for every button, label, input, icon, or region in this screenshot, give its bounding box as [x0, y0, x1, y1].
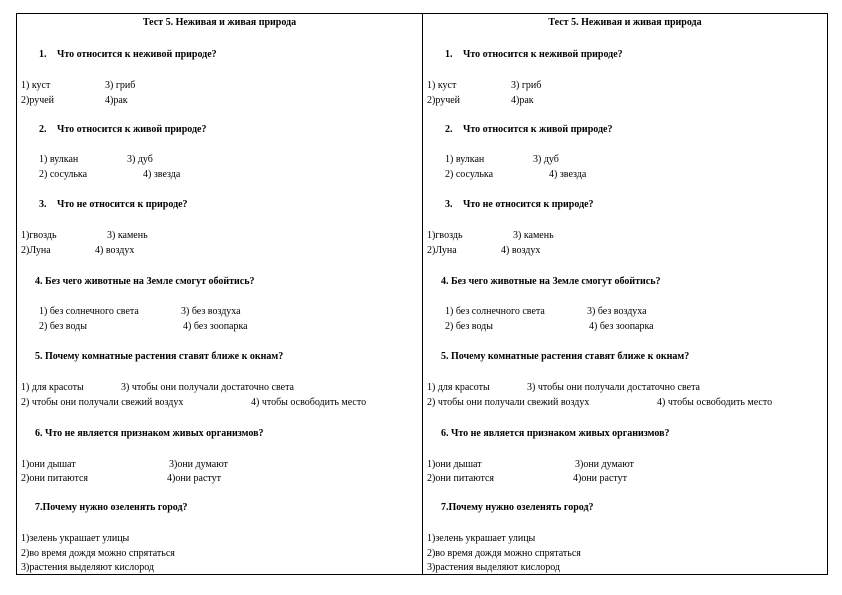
answer-option: 4) звезда — [549, 169, 587, 180]
question-text: Что относится к живой природе? — [463, 124, 613, 135]
answer-option: 2)Луна — [427, 245, 457, 256]
answer-option: 1) без солнечного света — [445, 306, 545, 317]
answer-option: 2) чтобы они получали свежий воздух — [21, 397, 184, 408]
answer-option: 3) чтобы они получали достаточно света — [527, 382, 700, 393]
question-number: 1. — [39, 49, 47, 60]
answer-option: 1) куст — [427, 80, 457, 91]
answer-option: 4) без зоопарка — [589, 321, 654, 332]
answer-option: 3) без воздуха — [587, 306, 647, 317]
answer-option: 2)ручей — [427, 95, 461, 106]
answer-option: 4)рак — [105, 95, 128, 106]
test-title: Тест 5. Неживая и живая природа — [548, 17, 702, 28]
answer-option: 4) чтобы освободить место — [251, 397, 367, 408]
question-number: 2. — [39, 124, 47, 135]
question-text: Что относится к неживой природе? — [57, 49, 217, 60]
test-copy-left — [17, 14, 422, 574]
answer-option: 2)во время дождя можно спрятаться — [427, 548, 581, 559]
answer-option: 4) без зоопарка — [183, 321, 248, 332]
answer-option: 1)зелень украшает улицы — [21, 533, 130, 544]
answer-option: 3) камень — [513, 230, 554, 241]
question-text: Что относится к неживой природе? — [463, 49, 623, 60]
answer-option: 1) вулкан — [39, 154, 79, 165]
answer-option: 1) куст — [21, 80, 51, 91]
answer-option: 1)они дышат — [21, 459, 76, 470]
answer-option: 2)они питаются — [427, 473, 495, 484]
answer-option: 2)Луна — [21, 245, 51, 256]
test-title: Тест 5. Неживая и живая природа — [142, 17, 297, 28]
question-number: 3. — [39, 199, 47, 210]
answer-option: 3)растения выделяют кислород — [21, 562, 155, 573]
answer-option: 1)зелень украшает улицы — [427, 533, 536, 544]
question-text: Что не относится к природе? — [57, 199, 188, 210]
answer-option: 2)во время дождя можно спрятаться — [21, 548, 175, 559]
answer-option: 2)они питаются — [21, 473, 89, 484]
answer-option: 3) дуб — [127, 154, 153, 165]
question-text: 7.Почему нужно озеленять город? — [35, 502, 188, 513]
question-number: 2. — [445, 124, 453, 135]
question-text: 4. Без чего животные на Земле смогут обойтись? — [441, 276, 661, 287]
answer-option: 4) воздух — [95, 245, 135, 256]
answer-option: 1)они дышат — [427, 459, 482, 470]
question-text: 5. Почему комнатные растения ставят ближе к окнам? — [35, 351, 284, 362]
answer-option: 3) камень — [107, 230, 148, 241]
answer-option: 3)они думают — [575, 459, 634, 470]
answer-option: 4) воздух — [501, 245, 541, 256]
question-number: 1. — [445, 49, 453, 60]
answer-option: 2) сосулька — [39, 169, 88, 180]
question-text: Что не относится к природе? — [463, 199, 594, 210]
question-text: 6. Что не является признаком живых организмов? — [35, 428, 264, 439]
answer-option: 1)гвоздь — [427, 230, 463, 241]
answer-option: 3) гриб — [105, 80, 136, 91]
question-number: 3. — [445, 199, 453, 210]
answer-option: 1)гвоздь — [21, 230, 57, 241]
answer-option: 1) вулкан — [445, 154, 485, 165]
answer-option: 2) чтобы они получали свежий воздух — [427, 397, 590, 408]
answer-option: 3) чтобы они получали достаточно света — [121, 382, 294, 393]
answer-option: 4)они растут — [573, 473, 628, 484]
answer-option: 3) гриб — [511, 80, 542, 91]
answer-option: 2)ручей — [21, 95, 55, 106]
answer-option: 4) чтобы освободить место — [657, 397, 773, 408]
test-copy-right — [422, 14, 827, 574]
question-text: 4. Без чего животные на Земле смогут обойтись? — [35, 276, 255, 287]
question-text: 6. Что не является признаком живых организмов? — [441, 428, 670, 439]
answer-option: 1) для красоты — [427, 382, 490, 393]
answer-option: 4) звезда — [143, 169, 181, 180]
question-text: Что относится к живой природе? — [57, 124, 207, 135]
question-text: 5. Почему комнатные растения ставят ближе к окнам? — [441, 351, 690, 362]
answer-option: 1) без солнечного света — [39, 306, 139, 317]
answer-option: 1) для красоты — [21, 382, 84, 393]
test-sheet — [16, 13, 828, 575]
answer-option: 3) без воздуха — [181, 306, 241, 317]
answer-option: 3) дуб — [533, 154, 559, 165]
answer-option: 2) без воды — [39, 321, 87, 332]
answer-option: 3)они думают — [169, 459, 228, 470]
answer-option: 3)растения выделяют кислород — [427, 562, 561, 573]
answer-option: 2) без воды — [445, 321, 493, 332]
answer-option: 4)рак — [511, 95, 534, 106]
question-text: 7.Почему нужно озеленять город? — [441, 502, 594, 513]
answer-option: 4)они растут — [167, 473, 222, 484]
answer-option: 2) сосулька — [445, 169, 494, 180]
